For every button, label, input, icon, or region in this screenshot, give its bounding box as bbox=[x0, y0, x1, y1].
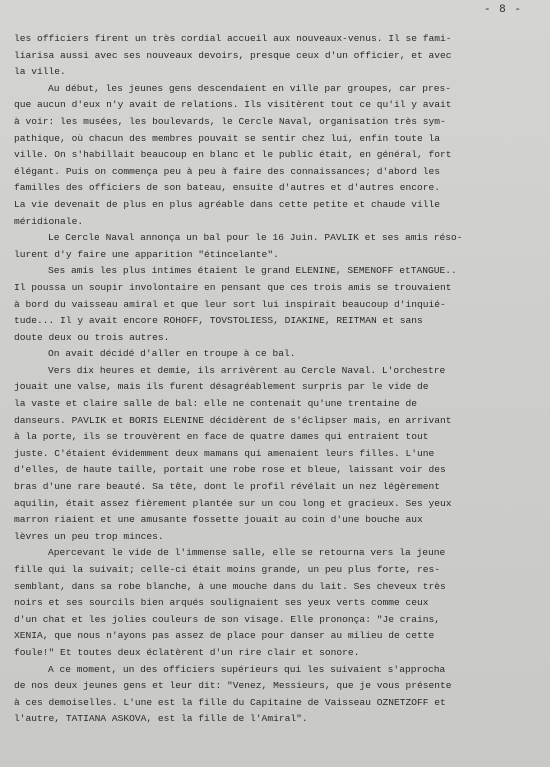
text-line: d'elles, de haute taille, portait une robe rose et bleue, laissant voir des bbox=[14, 464, 446, 476]
text-line: méridionale. bbox=[14, 215, 84, 227]
text-line: que aucun d'eux n'y avait de relations. Ils visitèrent tout ce qu'il y avait bbox=[14, 99, 452, 111]
text-line: foule!" Et toutes deux éclatèrent d'un rire clair et sonore. bbox=[14, 646, 360, 658]
text-line: élégant. Puis on commença peu à peu à faire des connaissances; d'abord les bbox=[14, 165, 441, 177]
paragraph bbox=[14, 230, 538, 263]
page-number: - 8 - bbox=[483, 4, 522, 16]
text-line: lèvres un peu trop minces. bbox=[14, 530, 164, 542]
text-line: à la porte, ils se trouvèrent en face de quatre dames qui entraient tout bbox=[14, 431, 429, 443]
paragraph bbox=[14, 346, 538, 363]
text-line: la vaste et claire salle de bal: elle ne contenait qu'une trentaine de bbox=[14, 398, 418, 410]
text-line: liarisa aussi avec ses nouveaux devoirs, presque ceux d'un officier, et avec bbox=[14, 49, 452, 61]
text-line: XENIA, que nous n'ayons pas assez de place pour danser au milieu de cette bbox=[14, 630, 435, 642]
text-line: juste. C'étaient évidemment deux mamans qui amenaient leurs filles. L'une bbox=[14, 447, 435, 459]
text-line: les officiers firent un très cordial accueil aux nouveaux-venus. Il se fami- bbox=[14, 33, 452, 44]
text-line: doute deux ou trois autres. bbox=[14, 331, 170, 343]
text-line: noirs et ses sourcils bien arqués soulignaient ses yeux verts comme ceux bbox=[14, 597, 429, 609]
text-line: fille qui la suivait; celle-ci était moins grande, un peu plus forte, res- bbox=[14, 564, 441, 575]
paragraph bbox=[14, 31, 538, 81]
text-line: tude... Il y avait encore ROHOFF, TOVSTOLIESS, DIAKINE, REITMAN et sans bbox=[14, 315, 423, 327]
text-line: d'un chat et les jolies couleurs de son visage. Elle prononça: "Je crains, bbox=[14, 613, 441, 625]
paragraph bbox=[14, 263, 538, 346]
text-line: pathique, où chacun des membres pouvait se sentir chez lui, enfin toute la bbox=[14, 132, 441, 144]
text-line: jouait une valse, mais ils furent désagréablement surpris par le vide de bbox=[14, 381, 429, 393]
text-line: Le Cercle Naval annonça un bal pour le 16 Juin. PAVLIK et ses amis réso- bbox=[48, 232, 463, 244]
text-line: semblant, dans sa robe blanche, à une mouche dans du lait. Ses cheveux très bbox=[14, 580, 446, 592]
text-line: de nos deux jeunes gens et leur dit: "Venez, Messieurs, que je vous présente bbox=[14, 680, 452, 692]
text-line: Vers dix heures et demie, ils arrivèrent au Cercle Naval. L'orchestre bbox=[48, 364, 446, 376]
text-line: familles des officiers de son bateau, ensuite d'autres et d'autres encore. bbox=[14, 182, 441, 194]
text-line: Ses amis les plus intimes étaient le grand ELENINE, SEMENOFF etTANGUE.. bbox=[48, 265, 457, 277]
text-line: Apercevant le vide de l'immense salle, elle se retourna vers la jeune bbox=[48, 547, 446, 559]
text-line: lurent d'y faire une apparition "étincelante". bbox=[14, 248, 279, 260]
text-line: la ville. bbox=[14, 66, 66, 78]
text-line: ville. On s'habillait beaucoup en blanc et le public était, en général, fort bbox=[14, 149, 452, 161]
text-line: marron riaient et une amusante fossette jouait au coin d'une bouche aux bbox=[14, 514, 423, 526]
paragraph bbox=[14, 545, 538, 661]
text-line: l'autre, TATIANA ASKOVA, est la fille de l'Amiral". bbox=[14, 713, 308, 725]
text-line: La vie devenait de plus en plus agréable dans cette petite et chaude ville bbox=[14, 198, 441, 210]
document-body bbox=[14, 31, 538, 728]
text-line: Au début, les jeunes gens descendaient en ville par groupes, car pres- bbox=[48, 82, 452, 94]
text-line: à bord du vaisseau amiral et que leur sort lui inspirait beaucoup d'inquié- bbox=[14, 298, 446, 310]
text-line: bras d'une rare beauté. Sa tête, dont le profil révélait un nez légèrement bbox=[14, 481, 441, 493]
text-line: à ces demoiselles. L'une est la fille du Capitaine de Vaisseau OZNETZOFF et bbox=[14, 696, 446, 708]
text-line: On avait décidé d'aller en troupe à ce bal. bbox=[48, 348, 296, 360]
paragraph bbox=[14, 81, 538, 230]
text-line: aquilin, était assez fièrement plantée sur un cou long et gracieux. Ses yeux bbox=[14, 497, 452, 509]
paragraph bbox=[14, 363, 538, 546]
text-line: Il poussa un soupir involontaire en pensant que ces trois amis se trouvaient bbox=[14, 281, 452, 293]
text-line: danseurs. PAVLIK et BORIS ELENINE décidèrent de s'éclipser mais, en arrivant bbox=[14, 414, 452, 426]
paragraph bbox=[14, 662, 538, 728]
text-line: A ce moment, un des officiers supérieurs qui les suivaient s'approcha bbox=[48, 663, 446, 675]
text-line: à voir: les musées, les boulevards, le Cercle Naval, organisation très sym- bbox=[14, 115, 446, 127]
